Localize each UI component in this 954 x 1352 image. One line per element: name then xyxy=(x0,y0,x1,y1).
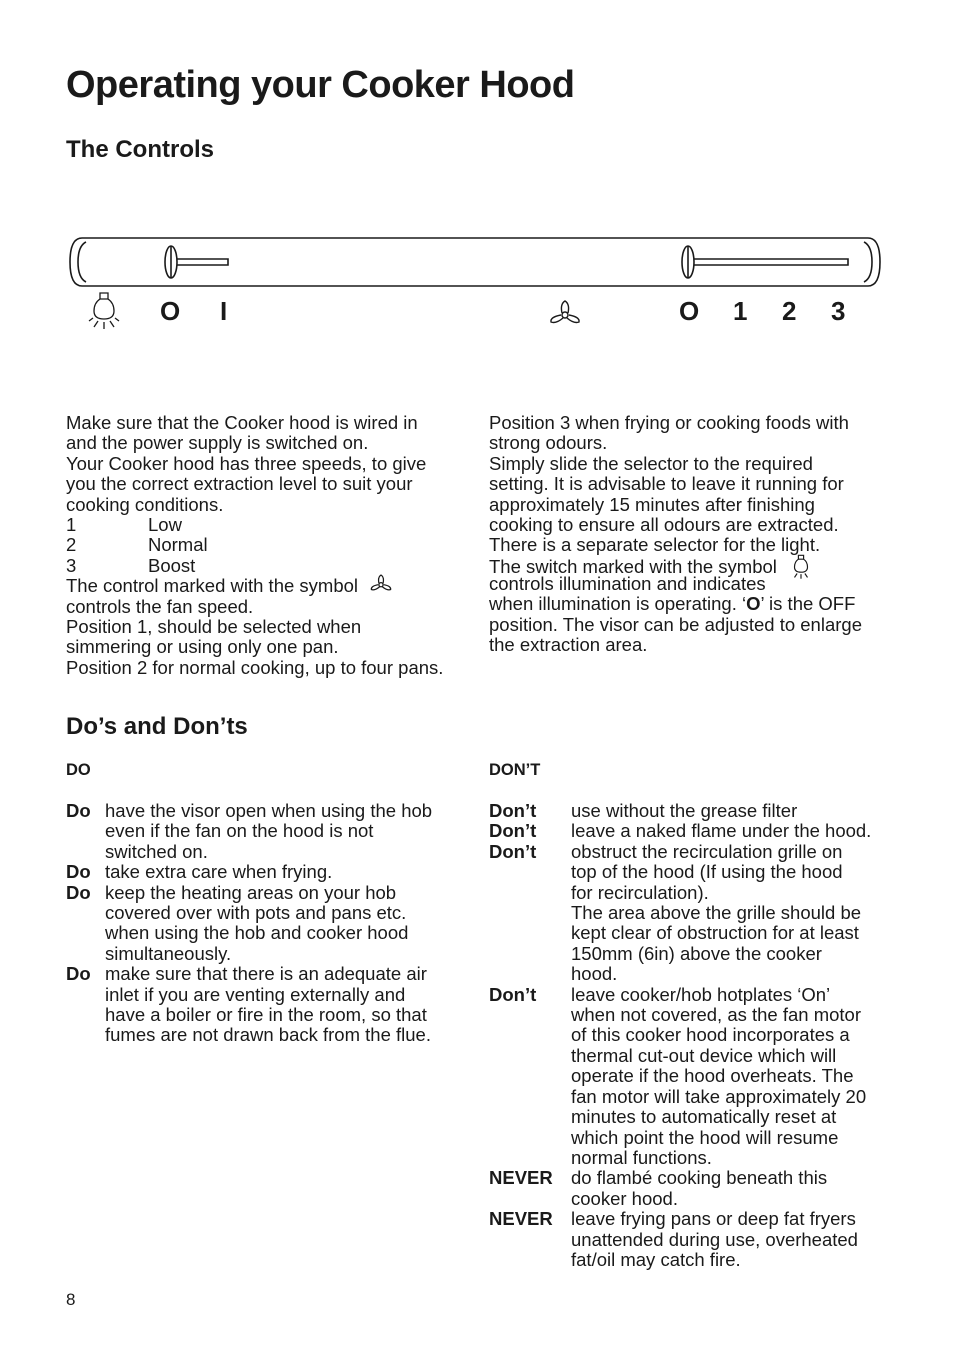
list-item: Do have the visor open when using the hob even if the fan on the hood is not switched on. xyxy=(66,800,433,862)
control-panel-diagram xyxy=(60,228,890,340)
light-position-on: I xyxy=(220,296,228,326)
list-item: Don’t leave cooker/hob hotplates ‘On’ when not covered, as the fan motor of this cooker hood incorporates a thermal cut-out device which will operate if the hood overheats. The fan motor will take approximately 20 minutes to automatically reset at which point the hood will resume normal functions. xyxy=(489,983,867,1168)
list-item: Don’t use without the grease filter xyxy=(489,800,798,821)
list-item: Don’t obstruct the recirculation grille on top of the hood (If using the hood for recirculation). The area above the grille should be kept clear of obstruction for at least 150mm (6in) above the cooker hood. xyxy=(489,840,862,985)
controls-heading: The Controls xyxy=(66,136,214,163)
list-item: Do take extra care when frying. xyxy=(66,861,333,883)
fan-position-2: 2 xyxy=(782,296,797,326)
fan-slider-knob xyxy=(682,246,848,278)
light-position-off: O xyxy=(160,296,181,326)
dont-heading: DON’T xyxy=(489,761,541,779)
page-title: Operating your Cooker Hood xyxy=(66,64,575,106)
speed-row: 2 Normal xyxy=(66,534,208,556)
do-list xyxy=(66,801,466,1046)
left-instructions: Make sure that the Cooker hood is wired in and the power supply is switched on. Your Cooker hood has three speeds, to give you the correct extraction level to suit your cooking conditions. 1 Low 2 Normal 3 Boost The control marked with the symbol controls the fan speed. Position 1, should be selected when simmering or using only one pan. Position 2 for normal cooking, up to four pans. xyxy=(66,412,444,678)
fan-icon xyxy=(369,573,393,595)
light-slider-knob xyxy=(165,246,228,278)
dos-and-donts-heading: Do’s and Don’ts xyxy=(66,713,248,740)
right-instructions: Position 3 when frying or cooking foods with strong odours. Simply slide the selector to the required setting. It is advisable to leave it running for approximately 15 minutes after finishing cooking to ensure all odours are extracted. There is a separate selector for the light. The switch marked with the symbol controls illumination and indicates when illumination is operating. ‘O’ is the OFF position. The visor can be adjusted to enlarge the extraction area. xyxy=(489,412,862,656)
list-item: Don’t leave a naked flame under the hood. xyxy=(489,820,872,842)
fan-icon xyxy=(548,298,582,330)
speed-row: 1 Low xyxy=(66,514,182,536)
list-item: Do keep the heating areas on your hob covered over with pots and pans etc. when using the hob and cooker hood simultaneously. xyxy=(66,881,409,964)
list-item: NEVER leave frying pans or deep fat fryers unattended during use, overheated fat/oil may catch fire. xyxy=(489,1208,858,1270)
fan-position-1: 1 xyxy=(733,296,748,326)
bulb-icon xyxy=(790,554,812,580)
dont-list xyxy=(489,801,889,1270)
do-heading: DO xyxy=(66,761,91,779)
page-number: 8 xyxy=(66,1290,76,1309)
speed-row: 3 Boost xyxy=(66,554,196,576)
fan-position-off: O xyxy=(679,296,700,326)
list-item: Do make sure that there is an adequate air inlet if you are venting externally and have a boiler or fire in the room, so that fumes are not drawn back from the flue. xyxy=(66,963,431,1046)
fan-position-3: 3 xyxy=(831,296,846,326)
bulb-icon xyxy=(88,291,120,331)
panel-housing xyxy=(70,238,880,286)
list-item: NEVER do flambé cooking beneath this cooker hood. xyxy=(489,1167,828,1209)
